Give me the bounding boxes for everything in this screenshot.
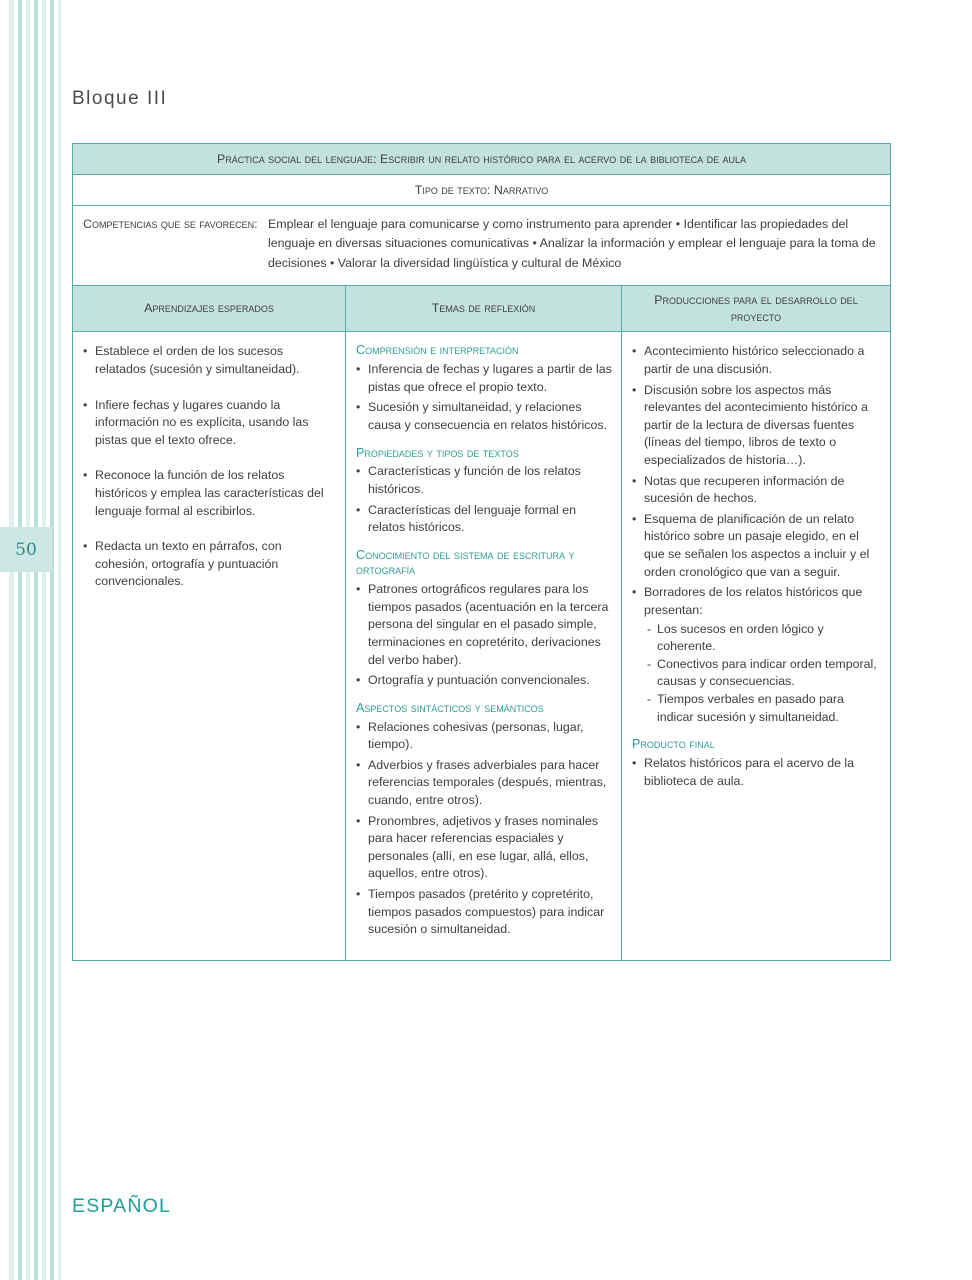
section-heading: Propiedades y tipos de textos [356,445,519,460]
table-body-row [73,332,890,960]
stripe [9,0,14,1280]
main-content [72,0,891,961]
column-header-temas: Temas de reflexión [346,286,622,331]
temas-cell [346,332,622,960]
bullet-list [356,361,612,434]
bullet-item: • Características y función de los relatos históricos. [356,463,612,498]
bullet-item: • Acontecimiento histórico seleccionado a partir de una discusión. [632,343,881,378]
bullet-item: • Esquema de planificación de un relato histórico sobre un pasaje elegido, en el que se señalen los aspectos a incluir y el orden cronológico que van a seguir. [632,511,881,581]
section-heading: Aspectos sintácticos y semánticos [356,700,544,715]
column-header-aprendizajes: Aprendizajes esperados [73,286,346,331]
bullet-item: • Tiempos pasados (pretérito y copretérito, tiempos pasados compuestos) para indicar sucesión o simultaneidad. [356,886,612,939]
practica-social-text: Práctica social del lenguaje: Escribir un relato histórico para el acervo de la biblioteca de aula [216,152,747,166]
dash-item: - Conectivos para indicar orden temporal, causas y consecuencias. [645,656,881,691]
stripe [58,0,61,1280]
bullet-item: • Patrones ortográficos regulares para los tiempos pasados (acentuación en la tercera persona del singular en el pasado simple, terminaciones en copretérito, derivaciones del verbo haber). [356,581,612,669]
stripe [50,0,54,1280]
competencias-label: Competencias que se favorecen: [83,217,258,232]
bullet-list [632,343,881,726]
stripe [18,0,22,1280]
bullet-item: • Adverbios y frases adverbiales para hacer referencias temporales (después, mientras, cuando, entre otros). [356,757,612,810]
page-title: Bloque III [72,88,168,109]
page-number-block [0,527,52,572]
section-heading: Producto final [632,737,715,752]
bullet-item: • Sucesión y simultaneidad, y relaciones causa y consecuencia en relatos históricos. [356,399,612,434]
dash-item: - Tiempos verbales en pasado para indicar sucesión y simultaneidad. [645,691,881,726]
stripe [34,0,38,1280]
stripe [42,0,46,1280]
dash-item: - Los sucesos en orden lógico y coherente. [645,621,881,656]
bullet-item: • Características del lenguaje formal en relatos históricos. [356,502,612,537]
page-number: 50 [15,539,37,560]
bullet-item: • Relatos históricos para el acervo de la biblioteca de aula. [632,755,881,790]
subject-footer: ESPAÑOL [72,1195,172,1217]
bullet-item: • Borradores de los relatos históricos que presentan: - Los sucesos en orden lógico y coherente. - Conectivos para indicar orden temporal, causas y consecuencias. - Tiempos verbales en pasado para indicar sucesión y simultaneidad. [632,584,881,726]
competencias-row [73,206,890,286]
bullet-item: • Pronombres, adjetivos y frases nominales para hacer referencias espaciales y personales (allí, en ese lugar, allá, ellos, aquellos, entre otros). [356,813,612,883]
bullet-item: • Discusión sobre los aspectos más relevantes del acontecimiento histórico a partir de la lectura de diversas fuentes (líneas del tiempo, libros de texto o especializados de historia…). [632,382,881,470]
bullet-list [83,343,336,591]
bullet-item: • Redacta un texto en párrafos, con cohesión, ortografía y puntuación convencionales. [83,538,336,591]
aprendizajes-cell [73,332,346,960]
tipo-de-texto-row [73,175,890,206]
stripe [26,0,30,1280]
bullet-list [356,581,612,690]
bullet-item: • Ortografía y puntuación convencionales. [356,672,612,690]
bullet-item: • Establece el orden de los sucesos relatados (sucesión y simultaneidad). [83,343,336,378]
competencias-text: Emplear el lenguaje para comunicarse y como instrumento para aprender • Identificar las propiedades del lenguaje en diversas situaciones comunicativas • Analizar la información y emplear el lenguaje para la toma de decisiones • Valorar la diversidad lingüística y cultural de México [268,217,876,270]
bullet-item: • Notas que recuperen información de sucesión de hechos. [632,473,881,508]
bullet-list [356,463,612,536]
curriculum-table [72,143,891,961]
section-heading: Comprensión e interpretación [356,343,519,358]
column-headers-row [73,286,890,332]
bullet-item: • Inferencia de fechas y lugares a partir de las pistas que ofrece el propio texto. [356,361,612,396]
producciones-cell [622,332,890,960]
bullet-list [356,719,612,939]
bullet-item: • Infiere fechas y lugares cuando la información no es explícita, usando las pistas que el texto ofrece. [83,397,336,450]
practica-social-row [73,144,890,175]
tipo-de-texto-text: Tipo de texto: Narrativo [414,183,549,198]
section-heading: Conocimiento del sistema de escritura y ortografía [356,547,575,578]
column-header-producciones: Producciones para el desarrollo del proyecto [654,292,858,324]
bullet-item: • Reconoce la función de los relatos históricos y emplea las características del lenguaje formal al escribirlos. [83,467,336,520]
bullet-list [632,755,881,790]
dash-list [644,621,881,727]
bullet-item: • Relaciones cohesivas (personas, lugar, tiempo). [356,719,612,754]
